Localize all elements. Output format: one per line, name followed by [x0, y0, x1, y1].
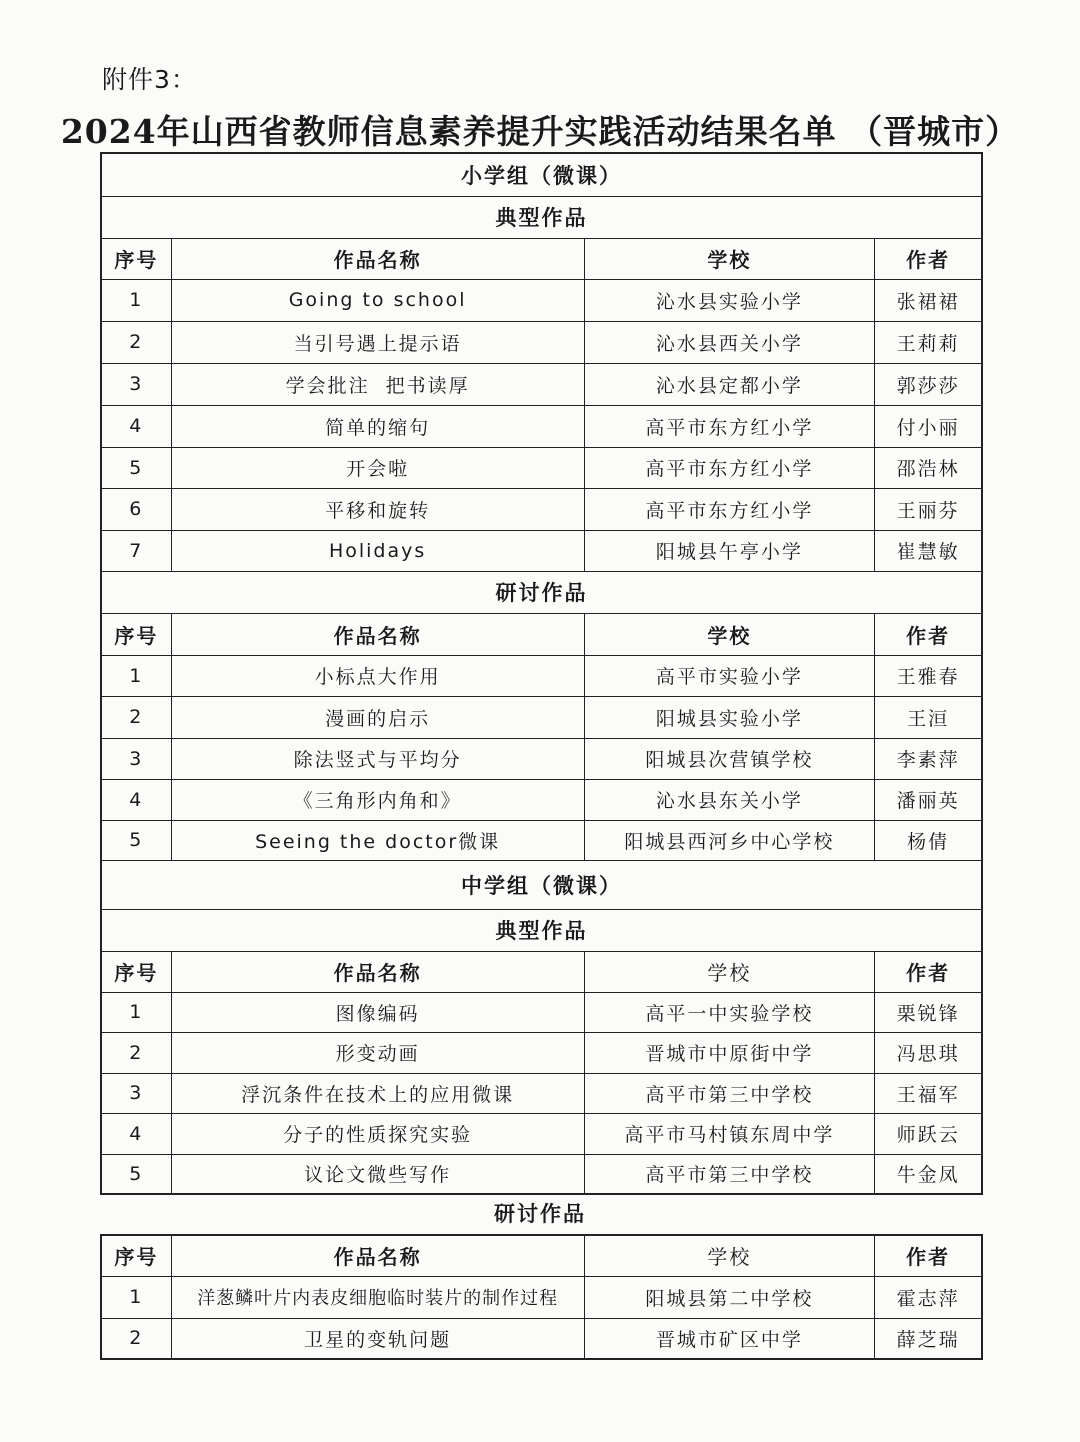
header-author: 作者	[875, 238, 982, 279]
cell-no: 2	[101, 1032, 171, 1073]
cell-school: 阳城县次营镇学校	[584, 738, 875, 779]
table-row	[101, 820, 982, 860]
cell-no: 3	[101, 363, 171, 405]
cell-school: 高平市第三中学校	[584, 1073, 875, 1113]
cell-author: 郭莎莎	[875, 363, 982, 405]
cell-school: 沁水县定都小学	[584, 363, 875, 405]
cell-name: 《三角形内角和》	[171, 779, 584, 820]
cell-name: 浮沉条件在技术上的应用微课	[171, 1073, 584, 1113]
cell-author: 栗锐锋	[875, 992, 982, 1032]
cell-school: 高平市第三中学校	[584, 1154, 875, 1194]
cell-author: 王洹	[875, 696, 982, 738]
cell-name: 当引号遇上提示语	[171, 321, 584, 363]
attachment-label: 附件3：	[102, 65, 197, 94]
middle-typical-label: 典型作品	[101, 909, 982, 951]
cell-name: 形变动画	[171, 1032, 584, 1073]
cell-author: 杨倩	[875, 820, 982, 860]
cell-author: 邵浩林	[875, 447, 982, 488]
header-name: 作品名称	[171, 613, 584, 655]
header-no: 序号	[101, 613, 171, 655]
cell-name: Holidays	[171, 530, 584, 571]
cell-author: 师跃云	[875, 1113, 982, 1154]
cell-author: 冯思琪	[875, 1032, 982, 1073]
header-name: 作品名称	[171, 238, 584, 279]
cell-no: 2	[101, 321, 171, 363]
cell-school: 阳城县实验小学	[584, 696, 875, 738]
table-row	[101, 1154, 982, 1194]
cell-school: 晋城市矿区中学	[584, 1318, 875, 1359]
cell-author: 潘丽英	[875, 779, 982, 820]
header-school: 学校	[584, 1235, 875, 1276]
cell-author: 王雅春	[875, 655, 982, 696]
cell-author: 王莉莉	[875, 321, 982, 363]
table-row	[101, 321, 982, 363]
cell-no: 1	[101, 655, 171, 696]
header-school: 学校	[584, 951, 875, 992]
cell-author: 薛芝瑞	[875, 1318, 982, 1359]
middle-group-title: 中学组（微课）	[101, 860, 982, 909]
cell-no: 4	[101, 405, 171, 447]
cell-school: 沁水县西关小学	[584, 321, 875, 363]
cell-name: 议论文微些写作	[171, 1154, 584, 1194]
cell-school: 阳城县午亭小学	[584, 530, 875, 571]
cell-no: 5	[101, 1154, 171, 1194]
cell-no: 3	[101, 1073, 171, 1113]
header-row	[101, 1235, 982, 1276]
header-no: 序号	[101, 951, 171, 992]
header-school: 学校	[584, 613, 875, 655]
table-row	[101, 488, 982, 530]
cell-name: 卫星的变轨问题	[171, 1318, 584, 1359]
cell-school: 高平市东方红小学	[584, 405, 875, 447]
cell-no: 5	[101, 820, 171, 860]
table-row	[101, 779, 982, 820]
table-row	[101, 1318, 982, 1359]
cell-name: 小标点大作用	[171, 655, 584, 696]
cell-author: 李素萍	[875, 738, 982, 779]
cell-author: 霍志萍	[875, 1276, 982, 1318]
cell-name: 洋葱鳞叶片内表皮细胞临时装片的制作过程	[171, 1276, 584, 1318]
cell-no: 5	[101, 447, 171, 488]
header-row	[101, 238, 982, 279]
cell-author: 崔慧敏	[875, 530, 982, 571]
cell-no: 1	[101, 279, 171, 321]
cell-no: 6	[101, 488, 171, 530]
table-row	[101, 1032, 982, 1073]
header-author: 作者	[875, 1235, 982, 1276]
cell-author: 王福军	[875, 1073, 982, 1113]
table-row	[101, 696, 982, 738]
cell-school: 高平市东方红小学	[584, 488, 875, 530]
header-row	[101, 951, 982, 992]
cell-name: 开会啦	[171, 447, 584, 488]
cell-no: 4	[101, 1113, 171, 1154]
cell-school: 高平市东方红小学	[584, 447, 875, 488]
cell-name: 平移和旋转	[171, 488, 584, 530]
cell-author: 付小丽	[875, 405, 982, 447]
table-row	[101, 279, 982, 321]
table-row	[101, 363, 982, 405]
header-no: 序号	[101, 238, 171, 279]
table-row	[101, 738, 982, 779]
page-title: 2024年山西省教师信息素养提升实践活动结果名单 （晋城市）	[60, 112, 1020, 151]
middle-discussion-label: 研讨作品	[494, 1202, 586, 1226]
header-school: 学校	[584, 238, 875, 279]
cell-school: 沁水县东关小学	[584, 779, 875, 820]
cell-school: 晋城市中原街中学	[584, 1032, 875, 1073]
cell-name: 简单的缩句	[171, 405, 584, 447]
table-row	[101, 655, 982, 696]
cell-no: 2	[101, 696, 171, 738]
cell-name: 学会批注 把书读厚	[171, 363, 584, 405]
cell-author: 牛金凤	[875, 1154, 982, 1194]
cell-school: 阳城县西河乡中心学校	[584, 820, 875, 860]
cell-author: 王丽芬	[875, 488, 982, 530]
table-row	[101, 1276, 982, 1318]
table-row	[101, 1113, 982, 1154]
cell-author: 张裙裙	[875, 279, 982, 321]
cell-school: 沁水县实验小学	[584, 279, 875, 321]
header-author: 作者	[875, 613, 982, 655]
table-row	[101, 992, 982, 1032]
cell-school: 高平一中实验学校	[584, 992, 875, 1032]
cell-name: 除法竖式与平均分	[171, 738, 584, 779]
primary-discussion-label: 研讨作品	[101, 571, 982, 613]
primary-group-title: 小学组（微课）	[101, 153, 982, 196]
header-author: 作者	[875, 951, 982, 992]
header-row	[101, 613, 982, 655]
cell-name: 分子的性质探究实验	[171, 1113, 584, 1154]
primary-typical-label: 典型作品	[101, 196, 982, 238]
results-table-main	[100, 152, 983, 1195]
cell-name: 图像编码	[171, 992, 584, 1032]
header-name: 作品名称	[171, 951, 584, 992]
cell-name: Going to school	[171, 279, 584, 321]
cell-no: 3	[101, 738, 171, 779]
cell-school: 阳城县第二中学校	[584, 1276, 875, 1318]
cell-no: 4	[101, 779, 171, 820]
table-row	[101, 530, 982, 571]
table-row	[101, 405, 982, 447]
cell-name: Seeing the doctor微课	[171, 820, 584, 860]
header-no: 序号	[101, 1235, 171, 1276]
table-row	[101, 447, 982, 488]
cell-school: 高平市马村镇东周中学	[584, 1113, 875, 1154]
cell-no: 1	[101, 992, 171, 1032]
table-row	[101, 1073, 982, 1113]
cell-school: 高平市实验小学	[584, 655, 875, 696]
results-table-middle-discussion	[100, 1234, 983, 1360]
cell-no: 2	[101, 1318, 171, 1359]
cell-no: 7	[101, 530, 171, 571]
cell-no: 1	[101, 1276, 171, 1318]
header-name: 作品名称	[171, 1235, 584, 1276]
cell-name: 漫画的启示	[171, 696, 584, 738]
